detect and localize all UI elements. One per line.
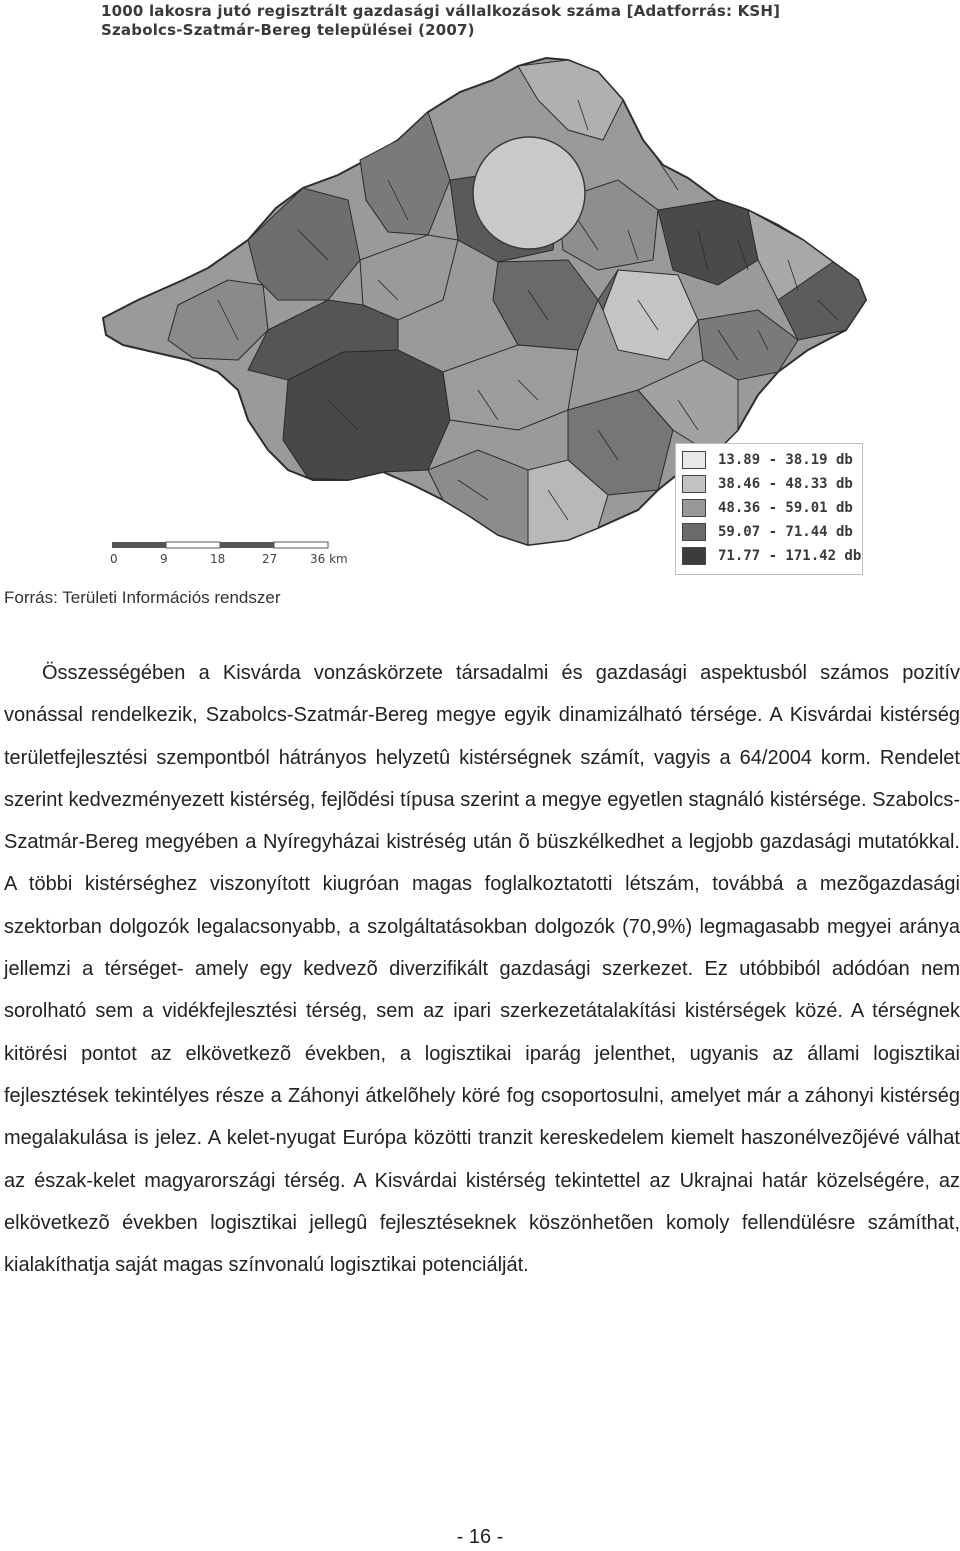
highlight-circle: [473, 137, 585, 249]
legend-swatch: [682, 451, 706, 469]
legend-swatch: [682, 547, 706, 565]
map-title: [101, 2, 780, 40]
legend-item: [682, 498, 853, 517]
legend-item: [682, 546, 861, 565]
body-text: [4, 652, 960, 1286]
scale-label: 27: [262, 552, 278, 566]
body-paragraph: Összességében a Kisvárda vonzáskörzete társadalmi és gazdasági aspektusból számos pozitív vonással rendelkezik, Szabolcs-Szatmár-Bereg megye egyik dinamizálható térsége. A Kisvárdai kistérség területfejlesztési szempontból hátrányos helyzetû kistérségnek számít, vagyis a 64/2004 korm. Rendelet szerint kedvezményezett kistérség, fejlõdési típusa szerint a megye egyetlen stagnáló kistérsége. Szabolcs-Szatmár-Bereg megyében a Nyíregyházai kistréség után õ büszkélkedhet a legjobb gazdasági mutatókkal. A többi kistérséghez viszonyított kiugróan magas foglalkoztatotti létszám, továbbá a mezõgazdasági szektorban dolgozók legalacsonyabb, a szolgáltatásokban dolgozók (70,9%) legmagasabb megyei aránya jellemzi a térséget- amely egy kedvezõ diverzifikált gazdasági szerkezet. Ez utóbbiból adódóan nem sorolható sem a vidékfejlesztési térség, sem az ipari szerkezetátalakítási kistérségek közé. A térségnek kitörési pontot az elkövetkezõ években, a logisztikai iparág jelenthet, ugyanis az állami logisztikai fejlesztések tekintélyes része a Záhonyi átkelõhely köré fog csoportosulni, amelyet már a záhonyi kistérség megalakulása is jelez. A kelet-nyugat Európa közötti tranzit kereskedelem kiemelt haszonélvezõjévé válhat az észak-kelet magyarországi térség. A Kisvárdai kistérség tekintettel az Ukrajnai határ közelségére, az elkövetkezõ években logisztikai jellegû fejlesztéseknek köszönhetõen komoly fellendülésre számíthat, kialakíthatja saját magas színvonalú logisztikai potenciálját.: [4, 662, 960, 1277]
legend-item: [682, 450, 853, 469]
scale-label: 9: [160, 552, 168, 566]
legend-item: [682, 522, 853, 541]
legend-swatch: [682, 475, 706, 493]
legend-label: 59.07 - 71.44 db: [718, 523, 853, 540]
scale-labels: [110, 552, 360, 568]
choropleth-map-figure: [98, 0, 868, 575]
scale-label: 18: [210, 552, 226, 566]
scale-label: 0: [110, 552, 118, 566]
map-title-line1: 1000 lakosra jutó regisztrált gazdasági vállalkozások száma [Adatforrás: KSH]: [101, 2, 781, 20]
figure-source: Forrás: Területi Információs rendszer: [4, 588, 281, 607]
map-legend: [675, 443, 863, 575]
legend-swatch: [682, 523, 706, 541]
legend-item: [682, 474, 853, 493]
legend-label: 48.36 - 59.01 db: [718, 499, 853, 516]
legend-swatch: [682, 499, 706, 517]
legend-label: 38.46 - 48.33 db: [718, 475, 853, 492]
page-number: - 16 -: [456, 1526, 504, 1548]
legend-label: 13.89 - 38.19 db: [718, 451, 853, 468]
scale-bar: [112, 542, 328, 548]
map-title-line2: Szabolcs-Szatmár-Bereg települései (2007): [101, 21, 475, 39]
scale-label: 36 km: [310, 552, 348, 566]
legend-label: 71.77 - 171.42 db: [718, 547, 862, 564]
